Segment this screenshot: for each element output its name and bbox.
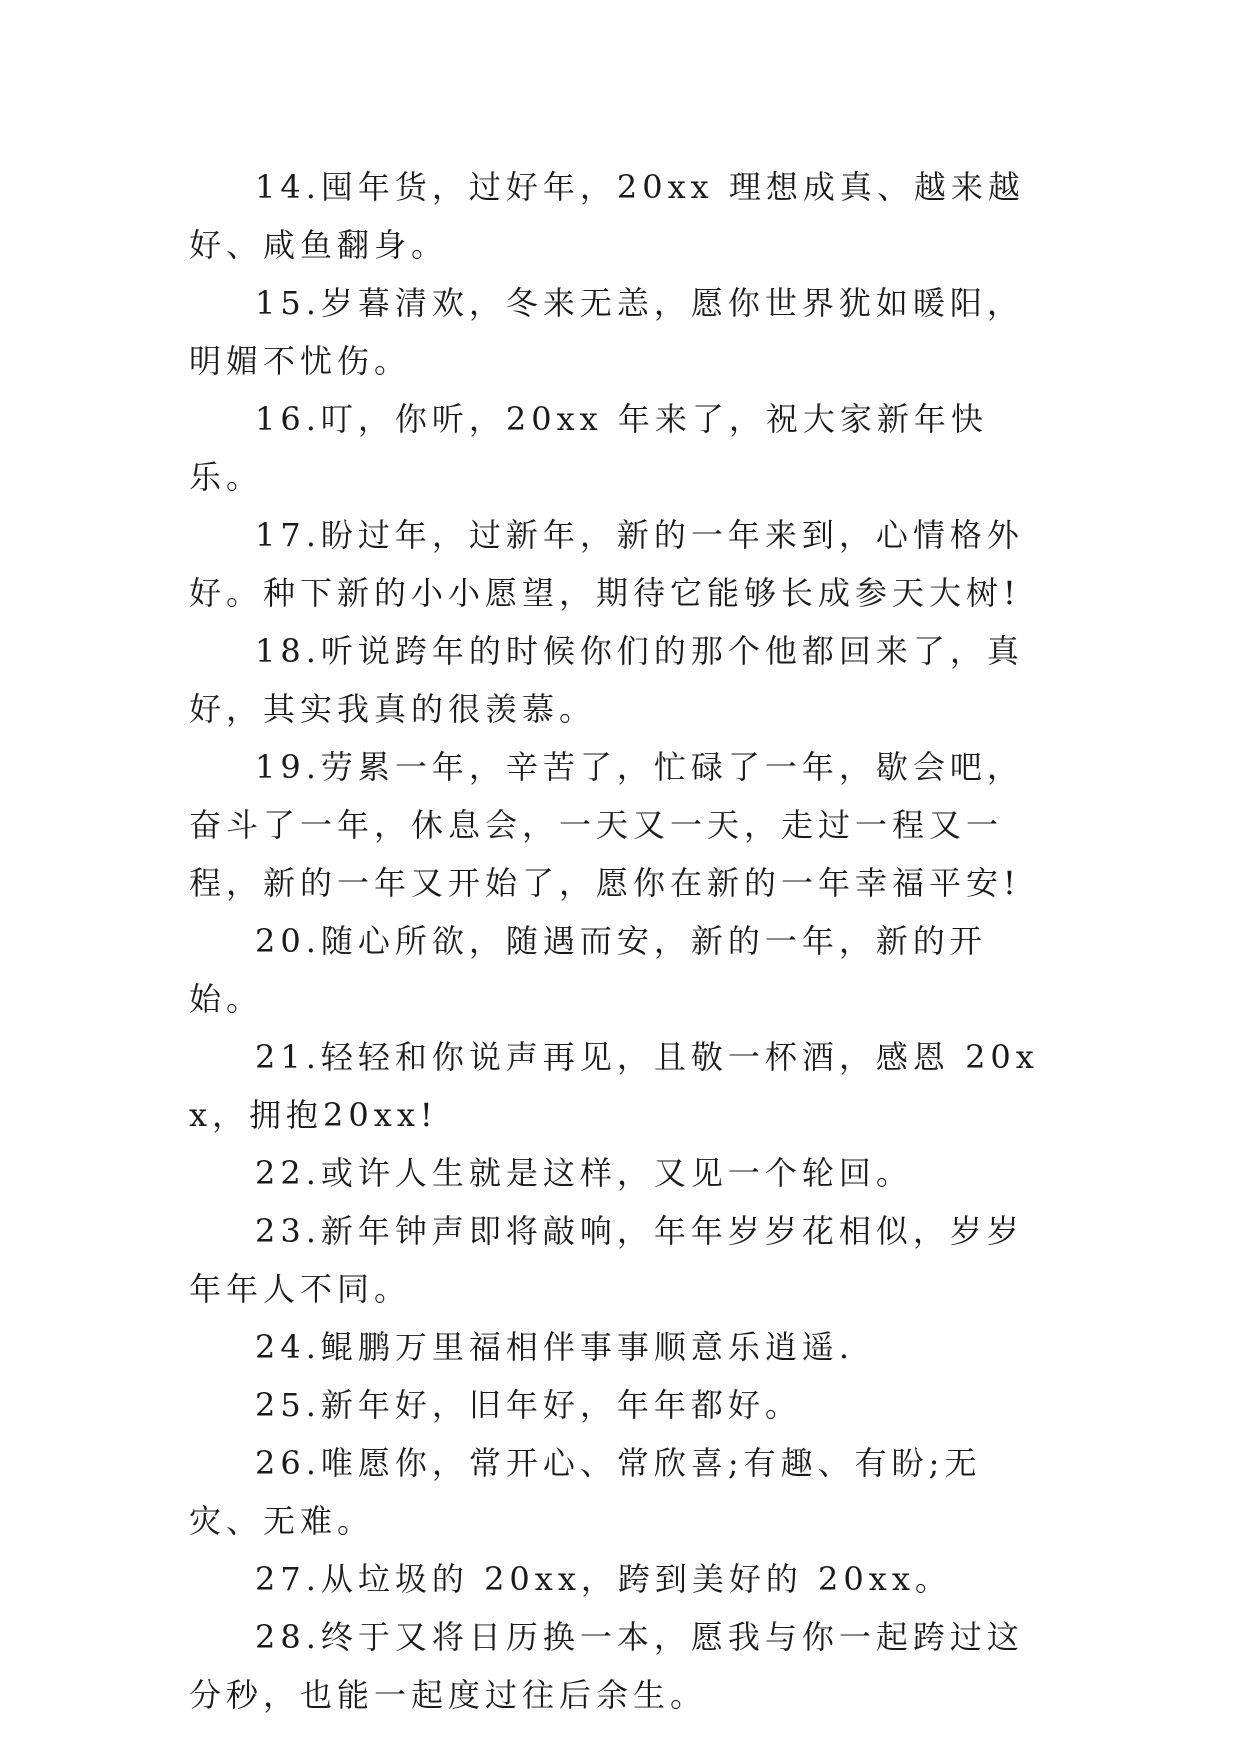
- paragraph-26: 26.唯愿你，常开心、常欣喜;有趣、有盼;无灾、无难。: [189, 1444, 982, 1540]
- paragraph-18: 18.听说跨年的时候你们的那个他都回来了，真好，其实我真的很羡慕。: [189, 632, 1024, 728]
- paragraph-28: 28.终于又将日历换一本，愿我与你一起跨过这分秒，也能一起度过往后余生。: [189, 1618, 1024, 1714]
- paragraph-22: 22.或许人生就是这样，又见一个轮回。: [255, 1154, 913, 1192]
- paragraph-15: 15.岁暮清欢，冬来无恙，愿你世界犹如暖阳，明媚不忧伤。: [189, 284, 1024, 380]
- document-body: [189, 158, 1049, 1724]
- paragraph-24: 24.鲲鹏万里福相伴事事顺意乐逍遥.: [255, 1328, 855, 1366]
- paragraph-16: 16.叮，你听，20xx 年来了，祝大家新年快乐。: [189, 400, 988, 496]
- paragraph-25: 25.新年好，旧年好，年年都好。: [255, 1386, 802, 1424]
- paragraph-19: 19.劳累一年，辛苦了，忙碌了一年，歇会吧，奋斗了一年，休息会，一天又一天，走过一程又一程，新的一年又开始了，愿你在新的一年幸福平安!: [189, 748, 1024, 902]
- paragraph-21: 21.轻轻和你说声再见，且敬一杯酒，感恩 20xx，拥抱20xx!: [189, 1038, 1039, 1134]
- paragraph-23: 23.新年钟声即将敲响，年年岁岁花相似，岁岁年年人不同。: [189, 1212, 1024, 1308]
- paragraph-17: 17.盼过年，过新年，新的一年来到，心情格外好。种下新的小小愿望，期待它能够长成参天大树!: [189, 516, 1024, 612]
- paragraph-14: 14.囤年货，过好年，20xx 理想成真、越来越好、咸鱼翻身。: [189, 168, 1025, 264]
- paragraph-20: 20.随心所欲，随遇而安，新的一年，新的开始。: [189, 922, 987, 1018]
- paragraph-27: 27.从垃圾的 20xx，跨到美好的 20xx。: [255, 1560, 952, 1598]
